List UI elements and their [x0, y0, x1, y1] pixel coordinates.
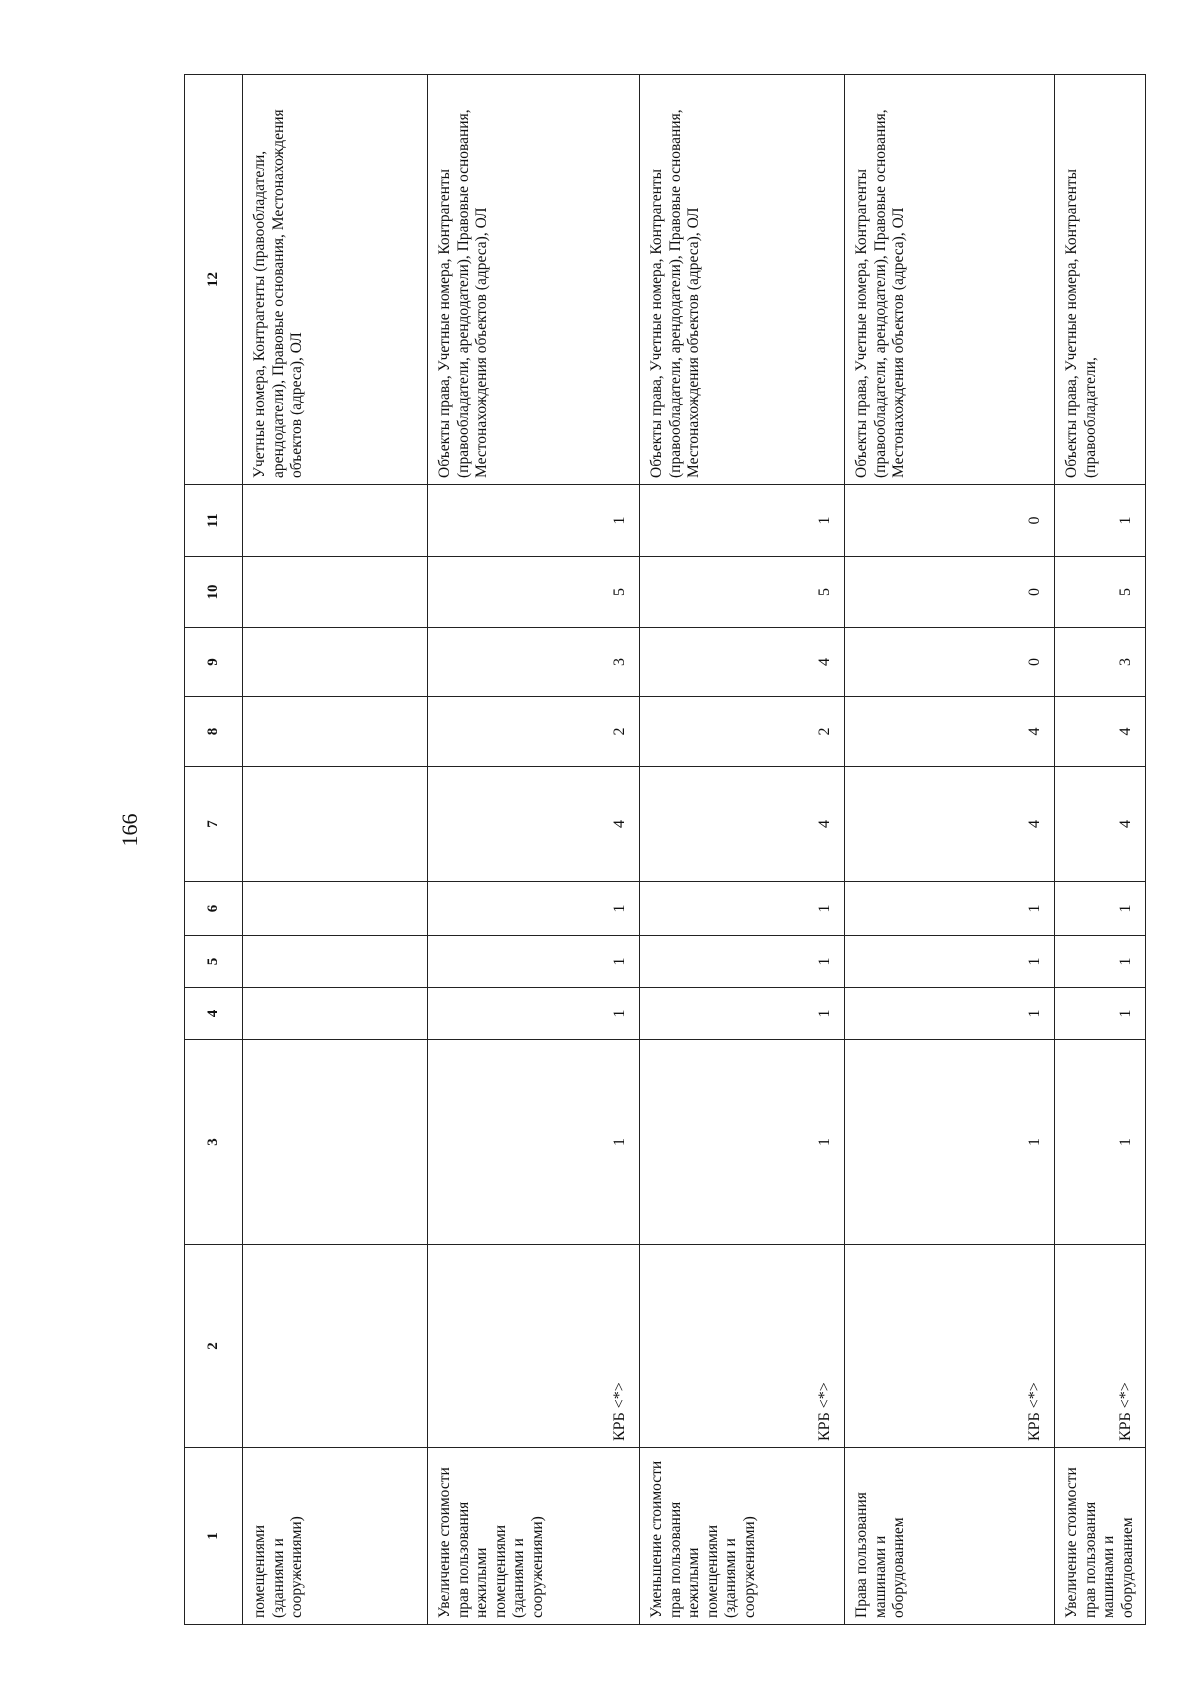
details-cell: Объекты права, Учетные номера, Контрагенты (правообладатели, арендодатели), Правовые основания, Местонахождения объектов (адреса), ОЛ — [845, 75, 1055, 485]
value-cell: 1 — [1055, 988, 1146, 1040]
value-cell: 2 — [640, 697, 845, 767]
value-cell — [243, 1040, 428, 1245]
header-cell: 12 — [185, 75, 243, 485]
value-cell: 1 — [845, 936, 1055, 988]
table-header-row — [185, 75, 243, 1625]
header-cell: 7 — [185, 767, 243, 882]
value-cell: 0 — [845, 485, 1055, 557]
value-cell: 4 — [428, 767, 640, 882]
table-row — [243, 75, 428, 1625]
value-cell — [243, 557, 428, 628]
details-cell: Учетные номера, Контрагенты (правообладатели, арендодатели), Правовые основания, Местонахождения объектов (адреса), ОЛ — [243, 75, 428, 485]
value-cell: 1 — [640, 882, 845, 936]
value-cell: 1 — [640, 1040, 845, 1245]
value-cell: 1 — [428, 882, 640, 936]
value-cell: 4 — [1055, 697, 1146, 767]
value-cell: 1 — [1055, 485, 1146, 557]
value-cell: 3 — [1055, 628, 1146, 697]
details-cell: Объекты права, Учетные номера, Контрагенты (правообладатели, арендодатели), Правовые основания, Местонахождения объектов (адреса), ОЛ — [428, 75, 640, 485]
table-row — [428, 75, 640, 1625]
value-cell: 5 — [428, 557, 640, 628]
header-cell: 10 — [185, 557, 243, 628]
value-cell — [243, 882, 428, 936]
value-cell: 1 — [845, 1040, 1055, 1245]
value-cell: 1 — [640, 988, 845, 1040]
details-cell: Объекты права, Учетные номера, Контрагенты (правообладатели, — [1055, 75, 1146, 485]
source-cell: КРБ <*> — [1055, 1245, 1146, 1448]
header-cell: 9 — [185, 628, 243, 697]
header-cell: 8 — [185, 697, 243, 767]
data-table — [184, 74, 1146, 1625]
table-row — [845, 75, 1055, 1625]
value-cell: 1 — [428, 1040, 640, 1245]
source-cell: КРБ <*> — [428, 1245, 640, 1448]
row-name-cell: помещениями (зданиями и сооружениями) — [243, 1448, 428, 1625]
value-cell: 4 — [1055, 767, 1146, 882]
table-row — [1055, 75, 1146, 1625]
value-cell — [243, 988, 428, 1040]
header-cell: 2 — [185, 1245, 243, 1448]
value-cell — [243, 485, 428, 557]
details-cell: Объекты права, Учетные номера, Контрагенты (правообладатели, арендодатели), Правовые основания, Местонахождения объектов (адреса), ОЛ — [640, 75, 845, 485]
header-cell: 11 — [185, 485, 243, 557]
value-cell: 4 — [640, 767, 845, 882]
value-cell: 0 — [845, 628, 1055, 697]
value-cell: 1 — [640, 485, 845, 557]
value-cell: 1 — [1055, 936, 1146, 988]
value-cell: 1 — [1055, 882, 1146, 936]
value-cell: 4 — [640, 628, 845, 697]
value-cell: 1 — [1055, 1040, 1146, 1245]
value-cell: 4 — [845, 697, 1055, 767]
table-row — [640, 75, 845, 1625]
value-cell: 1 — [845, 988, 1055, 1040]
value-cell: 1 — [428, 988, 640, 1040]
value-cell: 1 — [428, 485, 640, 557]
header-cell: 1 — [185, 1448, 243, 1625]
value-cell: 5 — [640, 557, 845, 628]
value-cell: 1 — [428, 936, 640, 988]
value-cell: 2 — [428, 697, 640, 767]
value-cell: 5 — [1055, 557, 1146, 628]
page-number: 166 — [117, 813, 142, 847]
row-name-cell: Уменьшение стоимости прав пользования нежилыми помещениями (зданиями и сооружениями) — [640, 1448, 845, 1625]
value-cell — [243, 936, 428, 988]
source-cell: КРБ <*> — [845, 1245, 1055, 1448]
header-cell: 4 — [185, 988, 243, 1040]
row-name-cell: Права пользования машинами и оборудованием — [845, 1448, 1055, 1625]
value-cell — [243, 697, 428, 767]
header-cell: 6 — [185, 882, 243, 936]
source-cell: КРБ <*> — [640, 1245, 845, 1448]
value-cell — [243, 628, 428, 697]
header-cell: 5 — [185, 936, 243, 988]
rotated-table-wrapper — [184, 75, 1136, 1625]
value-cell: 1 — [640, 936, 845, 988]
source-cell — [243, 1245, 428, 1448]
value-cell: 4 — [845, 767, 1055, 882]
value-cell: 3 — [428, 628, 640, 697]
value-cell — [243, 767, 428, 882]
header-cell: 3 — [185, 1040, 243, 1245]
row-name-cell: Увеличение стоимости прав пользования нежилыми помещениями (зданиями и сооружениями) — [428, 1448, 640, 1625]
row-name-cell: Увеличение стоимости прав пользования машинами и оборудованием — [1055, 1448, 1146, 1625]
value-cell: 1 — [845, 882, 1055, 936]
value-cell: 0 — [845, 557, 1055, 628]
